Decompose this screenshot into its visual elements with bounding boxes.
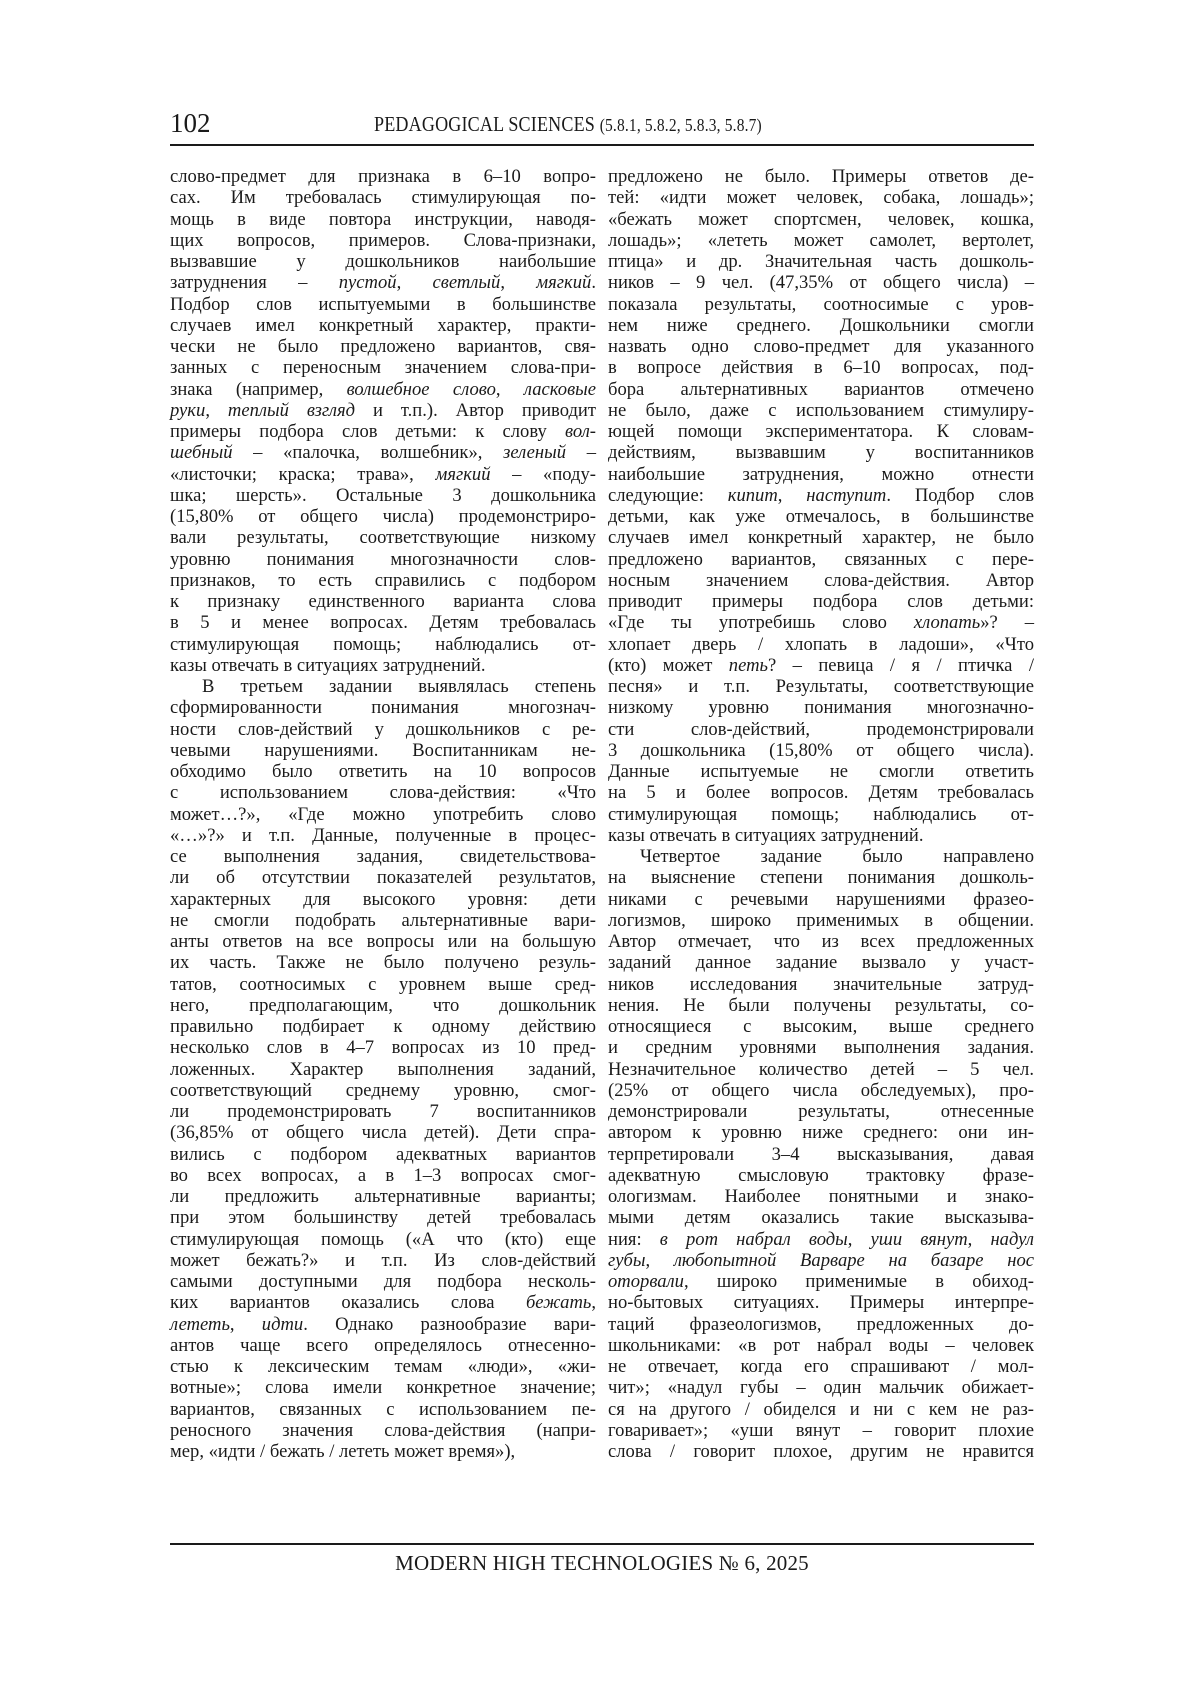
right-column-line: приводит примеры подбора слов детьми:: [608, 591, 1034, 612]
right-column-line: Данные испытуемые не смогли ответить: [608, 761, 1034, 782]
left-column-line: ли продемонстрировать 7 воспитанников: [170, 1101, 596, 1122]
running-head: [374, 109, 762, 140]
page-number: 102: [170, 108, 211, 138]
right-column-line: губы, любопытной Варваре на базаре нос: [608, 1249, 1035, 1271]
right-column-line: показала результаты, соотносимые с уров-: [608, 293, 1034, 315]
left-column-line: руки, теплый взгляд и т.п.). Автор приводит: [170, 399, 596, 421]
right-column-line: ющей помощи экспериментатора. К словам-: [608, 421, 1034, 442]
left-column-line: правильно подбирает к одному действию: [170, 1016, 596, 1037]
right-column-line: хлопает дверь / хлопать в ладоши», «Что: [608, 633, 1034, 655]
left-column-line: Подбор слов испытуемыми в большинстве: [170, 293, 596, 315]
right-column-line: таций фразеологизмов, предложенных до-: [608, 1313, 1034, 1335]
right-column-line: 3 дошкольника (15,80% от общего числа).: [608, 739, 1034, 761]
left-column-line: вариантов, связанных с использованием пе-: [170, 1398, 596, 1420]
left-column-line: татов, соотносимых с уровнем выше сред-: [170, 973, 596, 995]
right-column-line: сти слов-действий, продемонстрировали: [608, 718, 1034, 740]
left-column-line: самыми доступными для подбора несколь-: [170, 1271, 596, 1292]
right-column-line: на выяснение степени понимания дошколь-: [608, 867, 1034, 889]
left-column-line: вотные»; слова имели конкретное значение;: [170, 1377, 596, 1399]
left-column-line: занных с переносным значением слова-при-: [170, 357, 596, 379]
right-column-line: нения. Не были получены результаты, со-: [608, 994, 1034, 1016]
left-column-line: при этом большинству детей требовалась: [170, 1207, 596, 1229]
left-column-line: признаков, то есть справились с подбором: [170, 569, 596, 591]
left-column-line: уровню понимания многозначности слов-: [170, 548, 596, 570]
left-column-line: «листочки; краска; трава», мягкий – «поду-: [170, 463, 596, 485]
left-column-line: вились с подбором адекватных вариантов: [170, 1143, 596, 1165]
right-column-line: не было, даже с использованием стимулиру-: [608, 399, 1034, 421]
left-column-line: чевыми нарушениями. Воспитанникам не-: [170, 739, 596, 761]
section-codes: (5.8.1, 5.8.2, 5.8.3, 5.8.7): [599, 115, 762, 135]
left-column-line: вали результаты, соответствующие низкому: [170, 527, 596, 549]
right-column-line: говаривает»; «уши вянут – говорит плохие: [608, 1419, 1034, 1441]
journal-issue: MODERN HIGH TECHNOLOGIES № 6, 2025: [395, 1551, 809, 1575]
left-column-line: щих вопросов, примеров. Слова-признаки,: [170, 229, 596, 251]
left-column-line: к признаку единственного варианта слова: [170, 591, 596, 612]
left-column-line: затруднения – пустой, светлый, мягкий.: [170, 272, 597, 294]
right-column-line: ния: в рот набрал воды, уши вянут, надул: [608, 1228, 1034, 1250]
left-text-column: [170, 166, 596, 1462]
right-column-line: оторвали, широко применимые в обиход-: [608, 1271, 1034, 1292]
right-column-line: птица» и др. Значительная часть дошколь-: [608, 251, 1034, 272]
right-column-line: песня» и т.п. Результаты, соответствующие: [608, 676, 1034, 697]
left-column-line: ли об отсутствии показателей результатов,: [170, 867, 596, 889]
left-column-line: стимулирующая помощь; наблюдались от-: [170, 633, 596, 655]
right-column-line: Четвертое задание было направлено: [640, 846, 1034, 867]
left-column-line: характерных для высокого уровня: дети: [170, 888, 596, 910]
right-column-line: следующие: кипит, наступит. Подбор слов: [608, 484, 1034, 506]
left-column-line: «…»?» и т.п. Данные, полученные в процес-: [170, 824, 596, 846]
right-column-line: школьниками: «в рот набрал воды – человек: [608, 1334, 1034, 1356]
left-column-line: чески не было предложено вариантов, свя-: [170, 336, 596, 357]
page-header: [170, 106, 1034, 144]
right-column-line: (кто) может петь? – певица / я / птичка /: [608, 654, 1034, 676]
left-column-line: знака (например, волшебное слово, ласковые: [170, 378, 597, 400]
left-column-line: В третьем задании выявлялась степень: [202, 676, 596, 697]
right-column-line: но-бытовых ситуациях. Примеры интерпре-: [608, 1292, 1034, 1314]
right-column-line: демонстрировали результаты, отнесенные: [608, 1101, 1034, 1122]
left-column-line: се выполнения задания, свидетельствова-: [170, 846, 596, 867]
left-column-line: случаев имел конкретный характер, практи-: [170, 314, 596, 336]
right-column-line: ологизмам. Наиболее понятными и знако-: [608, 1186, 1034, 1207]
left-column-line: стью к лексическим темам «люди», «жи-: [170, 1356, 596, 1377]
left-column-line: во всех вопросах, а в 1–3 вопросах смог-: [170, 1164, 596, 1186]
right-column-line: нем ниже среднего. Дошкольники смогли: [608, 314, 1034, 336]
right-column-line: казы отвечать в ситуациях затруднений.: [608, 824, 924, 846]
right-column-line: адекватную смысловую трактовку фразе-: [608, 1164, 1034, 1186]
left-column-line: мощь в виде повтора инструкции, наводя-: [170, 208, 596, 230]
left-column-line: может бежать?» и т.п. Из слов-действий: [170, 1249, 596, 1271]
right-column-line: мыми детям оказались такие высказыва-: [608, 1207, 1034, 1229]
right-column-line: ников – 9 чел. (47,35% от общего числа) –: [608, 272, 1034, 294]
right-column-line: (25% от общего числа обследуемых), про-: [608, 1079, 1034, 1101]
right-column-line: и средним уровнями выполнения задания.: [608, 1037, 1034, 1059]
left-column-line: шка; шерсть». Остальные 3 дошкольника: [170, 484, 596, 506]
right-column-line: предложено вариантов, связанных с пере-: [608, 548, 1034, 570]
left-column-line: их часть. Также не было получено резуль-: [170, 952, 596, 974]
right-column-line: назвать одно слово-предмет для указанного: [608, 336, 1034, 357]
right-column-line: Автор отмечает, что из всех предложенных: [608, 931, 1034, 952]
right-column-line: тей: «идти может человек, собака, лошадь»;: [608, 187, 1034, 209]
right-column-line: терпретировали 3–4 высказывания, давая: [608, 1143, 1034, 1165]
left-column-line: (36,85% от общего числа детей). Дети спра-: [170, 1122, 596, 1144]
left-column-line: обходимо было ответить на 10 вопросов: [170, 761, 596, 782]
footer-rule: [170, 1543, 1034, 1545]
right-column-line: ся на другого / обиделся и ни с кем не раз-: [608, 1398, 1034, 1420]
right-column-line: никами с речевыми нарушениями фразео-: [608, 888, 1034, 910]
left-column-line: ких вариантов оказались слова бежать,: [170, 1292, 596, 1314]
right-text-column: [608, 166, 1034, 1462]
right-column-line: логизмов, широко применимых в общении.: [608, 909, 1034, 931]
left-column-line: примеры подбора слов детьми: к слову вол-: [170, 421, 596, 442]
left-column-line: в 5 и менее вопросах. Детям требовалась: [170, 612, 596, 634]
left-column-line: анты ответов на все вопросы или на большую: [170, 931, 596, 952]
right-column-line: заданий данное задание вызвало у участ-: [608, 952, 1034, 974]
left-column-line: казы отвечать в ситуациях затруднений.: [170, 654, 486, 676]
right-column-line: детьми, как уже отмечалось, в большинстве: [608, 506, 1034, 527]
left-column-line: не смогли подобрать альтернативные вари-: [170, 909, 596, 931]
right-column-line: случаев имел конкретный характер, не было: [608, 527, 1034, 549]
left-column-line: ности слов-действий у дошкольников с ре-: [170, 718, 596, 740]
left-column-line: вызвавшие у дошкольников наибольшие: [170, 251, 596, 272]
left-column-line: ложенных. Характер выполнения заданий,: [170, 1058, 596, 1080]
left-column-line: несколько слов в 4–7 вопросах из 10 пред-: [170, 1037, 596, 1059]
right-column-line: Незначительное количество детей – 5 чел.: [608, 1058, 1034, 1080]
right-column-line: «бежать может спортсмен, человек, кошка,: [608, 208, 1034, 230]
right-column-line: относящиеся с высоким, выше среднего: [608, 1016, 1034, 1037]
journal-section-title: PEDAGOGICAL SCIENCES: [374, 112, 596, 136]
left-column-line: сах. Им требовалась стимулирующая по-: [170, 187, 596, 209]
right-column-line: наибольшие затруднения, можно отнести: [608, 463, 1034, 485]
header-rule: [170, 144, 1034, 146]
right-column-line: ников исследования значительные затруд-: [608, 973, 1034, 995]
right-column-line: «Где ты употребишь слово хлопать»? –: [608, 612, 1035, 634]
page-footer: [170, 1548, 1034, 1578]
right-column-line: чит»; «надул губы – один мальчик обижает-: [608, 1377, 1034, 1399]
left-column-line: слово-предмет для признака в 6–10 вопро-: [170, 166, 596, 187]
left-column-line: лететь, идти. Однако разнообразие вари-: [170, 1313, 596, 1335]
right-column-line: лошадь»; «лететь может самолет, вертолет,: [608, 229, 1034, 251]
right-column-line: низкому уровню понимания многозначно-: [608, 697, 1034, 719]
left-column-line: соответствующий среднему уровню, смог-: [170, 1079, 596, 1101]
left-column-line: (15,80% от общего числа) продемонстриро-: [170, 506, 596, 527]
left-column-line: него, предполагающим, что дошкольник: [170, 994, 596, 1016]
right-column-line: носным значением слова-действия. Автор: [608, 569, 1034, 591]
right-column-line: автором к уровню ниже среднего: они ин-: [608, 1122, 1034, 1144]
left-column-line: стимулирующая помощь («А что (кто) еще: [170, 1228, 596, 1250]
right-column-line: не отвечает, когда его спрашивают / мол-: [608, 1356, 1034, 1377]
right-column-line: действиям, вызвавшим у воспитанников: [608, 442, 1034, 464]
left-column-line: ли предложить альтернативные варианты;: [170, 1186, 596, 1207]
left-column-line: антов чаще всего определялось отнесенно-: [170, 1334, 596, 1356]
left-column-line: с использованием слова-действия: «Что: [170, 782, 596, 804]
left-column-line: мер, «идти / бежать / лететь может время»),: [170, 1441, 516, 1462]
right-column-line: на 5 и более вопросов. Детям требовалась: [608, 782, 1034, 804]
right-column-line: бора альтернативных вариантов отмечено: [608, 378, 1034, 400]
right-column-line: стимулирующая помощь; наблюдались от-: [608, 803, 1034, 825]
left-column-line: шебный – «палочка, волшебник», зеленый –: [170, 442, 596, 464]
right-column-line: предложено не было. Примеры ответов де-: [608, 166, 1034, 187]
right-column-line: слова / говорит плохое, другим не нравится: [608, 1441, 1034, 1462]
left-column-line: реносного значения слова-действия (напри-: [170, 1419, 596, 1441]
right-column-line: в вопросе действия в 6–10 вопросах, под-: [608, 357, 1034, 379]
left-column-line: сформированности понимания многознач-: [170, 697, 596, 719]
left-column-line: может…?», «Где можно употребить слово: [170, 803, 596, 825]
